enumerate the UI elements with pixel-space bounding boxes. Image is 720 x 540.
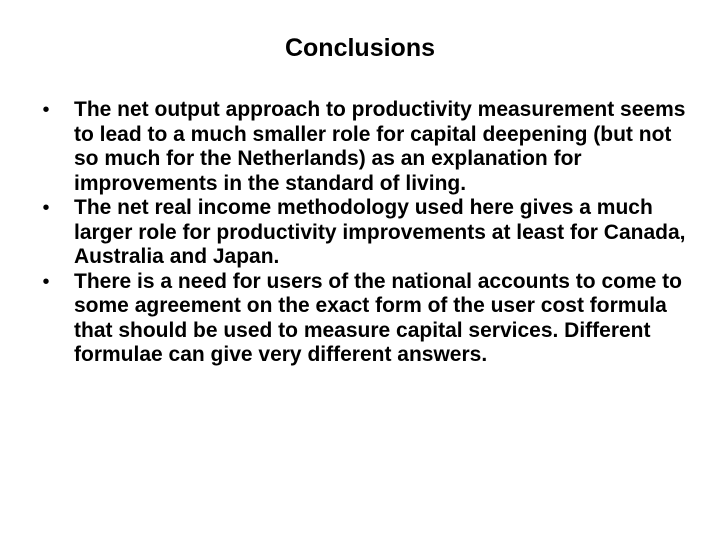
bullet-item [36, 270, 686, 368]
bullet-text: The net real income methodology used here gives a much larger role for productivity improvements at least for Canada, Australia and Japan. [74, 196, 686, 268]
bullet-list [36, 98, 686, 368]
bullet-item [36, 98, 686, 196]
bullet-icon: • [42, 197, 50, 219]
slide-title: Conclusions [284, 34, 435, 62]
bullet-icon: • [42, 270, 50, 293]
bullet-text: The net output approach to productivity measurement seems to lead to a much smaller role for capital deepening (but not so much for the Netherlands) as an explanation for improvements in the standard of living. [74, 98, 686, 195]
bullet-icon: • [42, 99, 50, 121]
bullet-text: There is a need for users of the national accounts to come to some agreement on the exact form of the user cost formula that should be used to measure capital services. Different formulae can give very different answers. [74, 269, 682, 366]
bullet-item [36, 196, 686, 270]
